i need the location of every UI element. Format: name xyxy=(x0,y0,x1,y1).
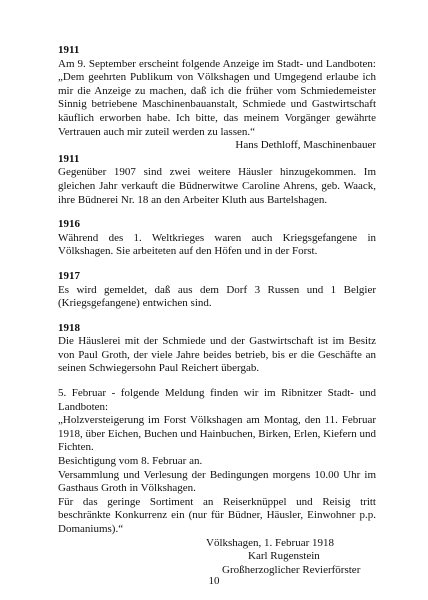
entry-year: 1911 xyxy=(58,44,80,56)
notice-body: „Holzversteigerung im Forst Völkshagen am Montag, den 11. Februar 1918, über Eichen, Buchen und Hainbuchen, Birken, Erlen, Kiefern und Fichten. xyxy=(58,414,376,454)
notice-line: Besichtigung vom 8. Februar an. xyxy=(58,455,203,468)
notice-line: Für das geringe Sortiment an Reiserknüppel und Reisig tritt beschränkte Konkurrenz ein (nur für Büdner, Häusler, Einwohner p.p. Domaniums).“ xyxy=(58,495,376,535)
signature-place-date: Völkshagen, 1. Februar 1918 xyxy=(206,536,335,549)
entry-year: 1911 xyxy=(58,152,80,165)
signature-name: Karl Rugenstein xyxy=(248,550,320,563)
entry-signature: Hans Dethloff, Maschinenbauer xyxy=(235,139,376,152)
entry-paragraph: Während des 1. Weltkrieges waren auch Kriegsgefangene in Völkshagen. Sie arbeiteten auf den Höfen und in der Forst. xyxy=(58,231,376,258)
entry-year: 1918 xyxy=(58,321,80,334)
entry-paragraph: Die Häuslerei mit der Schmiede und der Gastwirtschaft ist im Besitz von Paul Groth, der viele Jahre beides betrieb, bis er die Geschäfte an seinen Schwiegersohn Paul Reichert übergab. xyxy=(58,335,376,375)
entry-paragraph: Es wird gemeldet, daß aus dem Dorf 3 Russen und 1 Belgier (Kriegsgefangene) entwichen sind. xyxy=(58,283,376,310)
notice-intro: 5. Februar - folgende Meldung finden wir im Ribnitzer Stadt- und Landboten: xyxy=(58,387,376,413)
entry-year: 1917 xyxy=(58,269,80,282)
notice-line: Versammlung und Verlesung der Bedingungen morgens 10.00 Uhr im Gasthaus Groth in Völkshagen. xyxy=(58,468,376,495)
entry-paragraph: Am 9. September erscheint folgende Anzeige im Stadt- und Landboten: „Dem geehrten Publikum von Völkshagen und Umgegend erlaube ich mir die Anzeige zu machen, daß ich die früher vom Schmiedemeister Sinnig betriebene Maschinenbauanstalt, Schmiede und Gastwirtschaft käuflich erworben habe. Ich bitte, das meinem Vorgänger gewährte Vertrauen auch mir zuteil werden zu lassen.“ xyxy=(58,57,376,138)
notice-signature xyxy=(58,537,376,578)
text-column xyxy=(58,44,376,577)
page-number: 10 xyxy=(208,575,220,587)
signature-title: Großherzoglicher Revierförster xyxy=(222,563,361,576)
entry-paragraph: Gegenüber 1907 sind zwei weitere Häusler hinzugekommen. Im gleichen Jahr verkauft die Büdnerwitwe Caroline Ahrens, geb. Waack, ihre Büdnerei Nr. 18 an den Arbeiter Kluth aus Bartelshagen. xyxy=(58,166,376,206)
entry-year: 1916 xyxy=(58,218,80,231)
